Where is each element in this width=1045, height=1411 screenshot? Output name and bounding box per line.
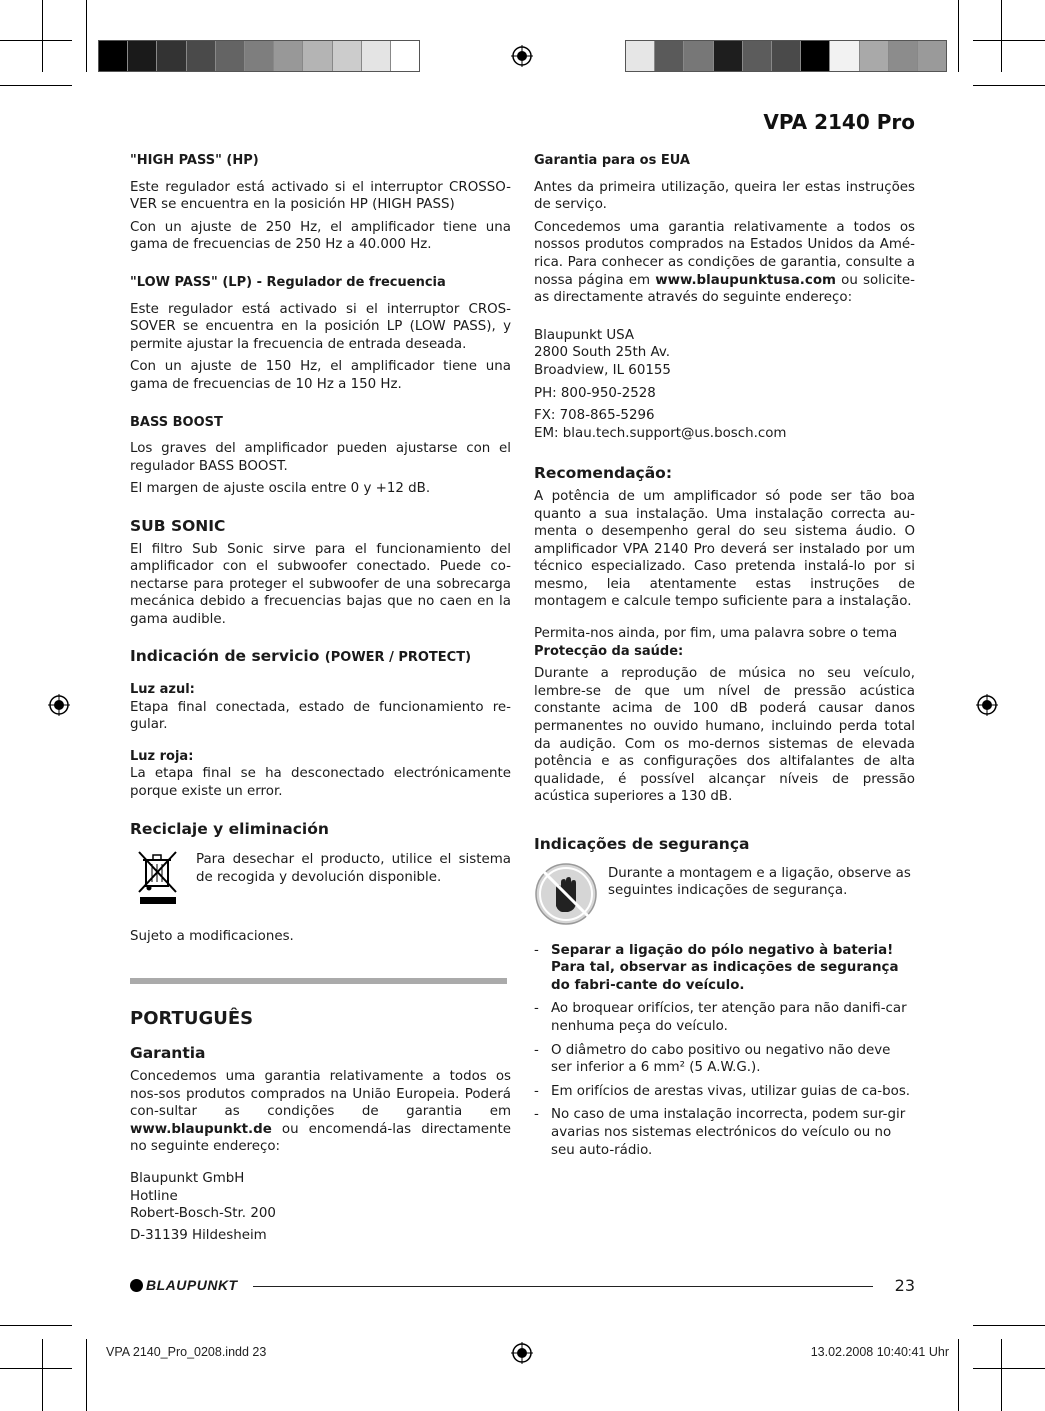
lp-paragraph-2: Con un ajuste de 150 Hz, el amplificador tiene una gama de frecuencias de 10 Hz a 150 Hz. bbox=[130, 359, 511, 392]
warranty-heading: Garantia bbox=[130, 1044, 206, 1063]
color-swatch bbox=[128, 41, 157, 71]
safety-item-text: Em orifícios de arestas vivas, utilizar guias de ca-bos. bbox=[551, 1083, 911, 1099]
hp-paragraph-2: Con un ajuste de 250 Hz, el amplificador tiene una gama de frecuencias de 250 Hz a 40.000 Hz. bbox=[130, 219, 511, 253]
service-heading-suffix: (POWER / PROTECT) bbox=[324, 650, 472, 666]
color-swatch bbox=[772, 41, 801, 71]
service-heading-text: Indicación de servicio bbox=[130, 647, 320, 666]
usa-text-a: Concedemos uma garantia relativamente a todos os nossos produtos comprados na Estados Unidos da Amé-rica. Para conhecer as condições de garantia, consulte a nossa página em bbox=[534, 219, 915, 288]
color-swatch bbox=[684, 41, 713, 71]
list-dash: - bbox=[534, 1042, 539, 1058]
fax: FX: 708-865-5296 bbox=[534, 408, 655, 424]
brand-logo bbox=[130, 1277, 238, 1293]
hp-heading: "HIGH PASS" (HP) bbox=[130, 153, 259, 168]
usa-paragraph-2 bbox=[534, 219, 915, 307]
stop-hand-icon bbox=[534, 862, 598, 926]
bass-boost-paragraph-2: El margen de ajuste oscila entre 0 y +12 dB. bbox=[130, 481, 431, 497]
safety-intro: Durante a montagem e a ligação, observe as seguintes indicações de segurança. bbox=[608, 865, 911, 899]
email: EM: blau.tech.support@us.bosch.com bbox=[534, 425, 787, 441]
color-swatch bbox=[333, 41, 362, 71]
registration-mark-icon bbox=[511, 1342, 533, 1364]
list-item bbox=[534, 1106, 915, 1159]
address-line: Hotline bbox=[130, 1188, 178, 1204]
list-dash: - bbox=[534, 1107, 539, 1123]
color-swatch bbox=[626, 41, 655, 71]
color-swatch bbox=[245, 41, 274, 71]
phone: PH: 800-950-2528 bbox=[534, 385, 656, 401]
list-dash: - bbox=[534, 942, 539, 958]
list-dash: - bbox=[534, 1083, 539, 1099]
recycling-heading: Reciclaje y eliminación bbox=[130, 819, 329, 838]
left-column bbox=[130, 152, 511, 1244]
bass-boost-paragraph-1: Los graves del amplificador pueden ajustarse con el regulador BASS BOOST. bbox=[130, 441, 511, 474]
slug-file-info: VPA 2140_Pro_0208.indd 23 bbox=[106, 1345, 267, 1359]
color-swatch bbox=[889, 41, 918, 71]
usa-address-line: Broadview, IL 60155 bbox=[534, 362, 671, 378]
color-swatch bbox=[655, 41, 684, 71]
health-protection-label: Protecção da saúde: bbox=[534, 643, 684, 659]
list-item bbox=[534, 1042, 915, 1077]
list-dash: - bbox=[534, 1001, 539, 1017]
crossed-bin-icon bbox=[134, 848, 182, 906]
safety-item-text: Separar a ligação do pólo negativo à bateria! Para tal, observar as indicações de segurança do fabri-cante do veículo. bbox=[551, 942, 899, 993]
subject-to-changes: Sujeto a modificaciones. bbox=[130, 929, 294, 945]
registration-mark-icon bbox=[511, 45, 533, 67]
bass-boost-heading: BASS BOOST bbox=[130, 414, 223, 430]
sub-sonic-heading: SUB SONIC bbox=[130, 516, 226, 535]
color-swatch bbox=[187, 41, 216, 71]
safety-heading: Indicações de segurança bbox=[534, 835, 750, 853]
registration-mark-icon bbox=[976, 694, 998, 716]
safety-item-text: No caso de uma instalação incorrecta, podem sur-gir avarias nos sistemas electrónicos do veículo ou no seu auto-rádio. bbox=[551, 1107, 906, 1158]
color-calibration-bar-left bbox=[98, 40, 420, 72]
blue-light-label: Luz azul: bbox=[130, 682, 195, 698]
lp-heading: "LOW PASS" (LP) - Regulador de frecuencia bbox=[130, 274, 446, 290]
color-swatch bbox=[362, 41, 391, 71]
usa-address-line: 2800 South 25th Av. bbox=[534, 345, 671, 361]
safety-list bbox=[534, 942, 915, 1160]
usa-link[interactable]: www.blaupunktusa.com bbox=[655, 272, 836, 288]
color-swatch bbox=[216, 41, 245, 71]
red-light-text: La etapa final se ha desconectado electrónicamente porque existe un error. bbox=[130, 766, 511, 800]
safety-item-text: Ao broquear orifícios, ter atenção para não danifi-car nenhuma peça do veículo. bbox=[551, 1001, 907, 1034]
list-item bbox=[534, 1000, 915, 1035]
list-item bbox=[534, 942, 915, 995]
brand-dot-icon bbox=[130, 1279, 143, 1292]
warranty-link[interactable]: www.blaupunkt.de bbox=[130, 1121, 272, 1137]
address-line: Blaupunkt GmbH bbox=[130, 1170, 245, 1186]
warranty-paragraph bbox=[130, 1068, 511, 1156]
usa-text-b: ou solicite-as directamente através do seguinte endereço: bbox=[534, 272, 915, 306]
color-swatch bbox=[830, 41, 859, 71]
registration-mark-icon bbox=[48, 694, 70, 716]
red-light-label: Luz roja: bbox=[130, 748, 194, 764]
recycling-text: Para desechar el producto, utilice el sistema de recogida y devolución disponible. bbox=[196, 852, 511, 885]
blue-light-text: Etapa final conectada, estado de funcionamiento re-gular. bbox=[130, 699, 511, 733]
right-column bbox=[534, 152, 915, 1165]
color-swatch bbox=[801, 41, 830, 71]
recommendation-paragraph-2: Permita-nos ainda, por fim, uma palavra sobre o tema bbox=[534, 626, 898, 642]
usa-paragraph-1: Antes da primeira utilização, queira ler estas instruções de serviço. bbox=[534, 179, 915, 213]
page-number: 23 bbox=[894, 1276, 915, 1295]
color-swatch bbox=[391, 41, 419, 71]
warranty-text-a: Concedemos uma garantia relativamente a todos os nos-sos produtos comprados na União Europeia. Poderá con-sultar as condições de garantia em bbox=[130, 1069, 511, 1120]
color-swatch bbox=[714, 41, 743, 71]
warranty-text-b: ou encomendá-las directamente no seguinte endereço: bbox=[130, 1121, 511, 1155]
color-swatch bbox=[157, 41, 186, 71]
color-swatch bbox=[918, 41, 946, 71]
color-swatch bbox=[743, 41, 772, 71]
slug-timestamp: 13.02.2008 10:40:41 Uhr bbox=[810, 1345, 949, 1359]
color-swatch bbox=[99, 41, 128, 71]
usa-warranty-heading: Garantia para os EUA bbox=[534, 153, 690, 168]
portuguese-heading: PORTUGUÊS bbox=[130, 1007, 254, 1029]
color-swatch bbox=[303, 41, 332, 71]
recommendation-paragraph-3: Durante a reprodução de música no seu veículo, lembre-se de que um nível de pressão acústica constante acima de 100 dB poderá causar danos permanentes no ouvido humano, incluindo perda total da audição. Com os mo-dernos sistemas de elevada potência e as configurações dos altifalantes de alta qualidade, é possível alcançar níveis de pressão acústica superiores a 130 dB. bbox=[534, 666, 915, 805]
safety-item-text: O diâmetro do cabo positivo ou negativo não deve ser inferior a 6 mm² (5 A.W.G.). bbox=[551, 1042, 891, 1076]
product-title: VPA 2140 Pro bbox=[763, 110, 915, 134]
brand-name: BLAUPUNKT bbox=[146, 1277, 238, 1293]
address-city: D-31139 Hildesheim bbox=[130, 1227, 267, 1243]
usa-address-line: Blaupunkt USA bbox=[534, 327, 635, 343]
footer-rule bbox=[253, 1286, 873, 1287]
address-line: Robert-Bosch-Str. 200 bbox=[130, 1206, 276, 1222]
hp-paragraph-1: Este regulador está activado si el interruptor CROSSO-VER se encuentra en la posición HP (HIGH PASS) bbox=[130, 179, 511, 213]
sub-sonic-paragraph: El filtro Sub Sonic sirve para el funcionamiento del amplificador con el subwoofer conectado. Puede co-nectarse para proteger el subwoofer de una sobrecarga mecánica debido a frecuencias bajas que no caen en la gama audible. bbox=[130, 541, 511, 627]
recommendation-heading: Recomendação: bbox=[534, 464, 673, 483]
color-swatch bbox=[274, 41, 303, 71]
color-calibration-bar-right bbox=[625, 40, 947, 72]
list-item bbox=[534, 1083, 915, 1101]
recommendation-paragraph-1: A potência de um amplificador só pode ser tão boa quanto a sua instalação. Uma instalação correcta au-menta o desempenho geral do seu sistema áudio. O amplificador VPA 2140 Pro deverá ser instalado por um técnico especializado. Caso pretenda instalá-lo por si mesmo, leia atentamente estas instruções de montagem e calcule tempo suficiente para a instalação. bbox=[534, 488, 915, 610]
service-indication-heading bbox=[130, 648, 511, 667]
lp-paragraph-1: Este regulador está activado si el interruptor CROS-SOVER se encuentra en la posición LP (LOW PASS), y permite ajustar la frecuencia de entrada deseada. bbox=[130, 301, 511, 352]
color-swatch bbox=[860, 41, 889, 71]
